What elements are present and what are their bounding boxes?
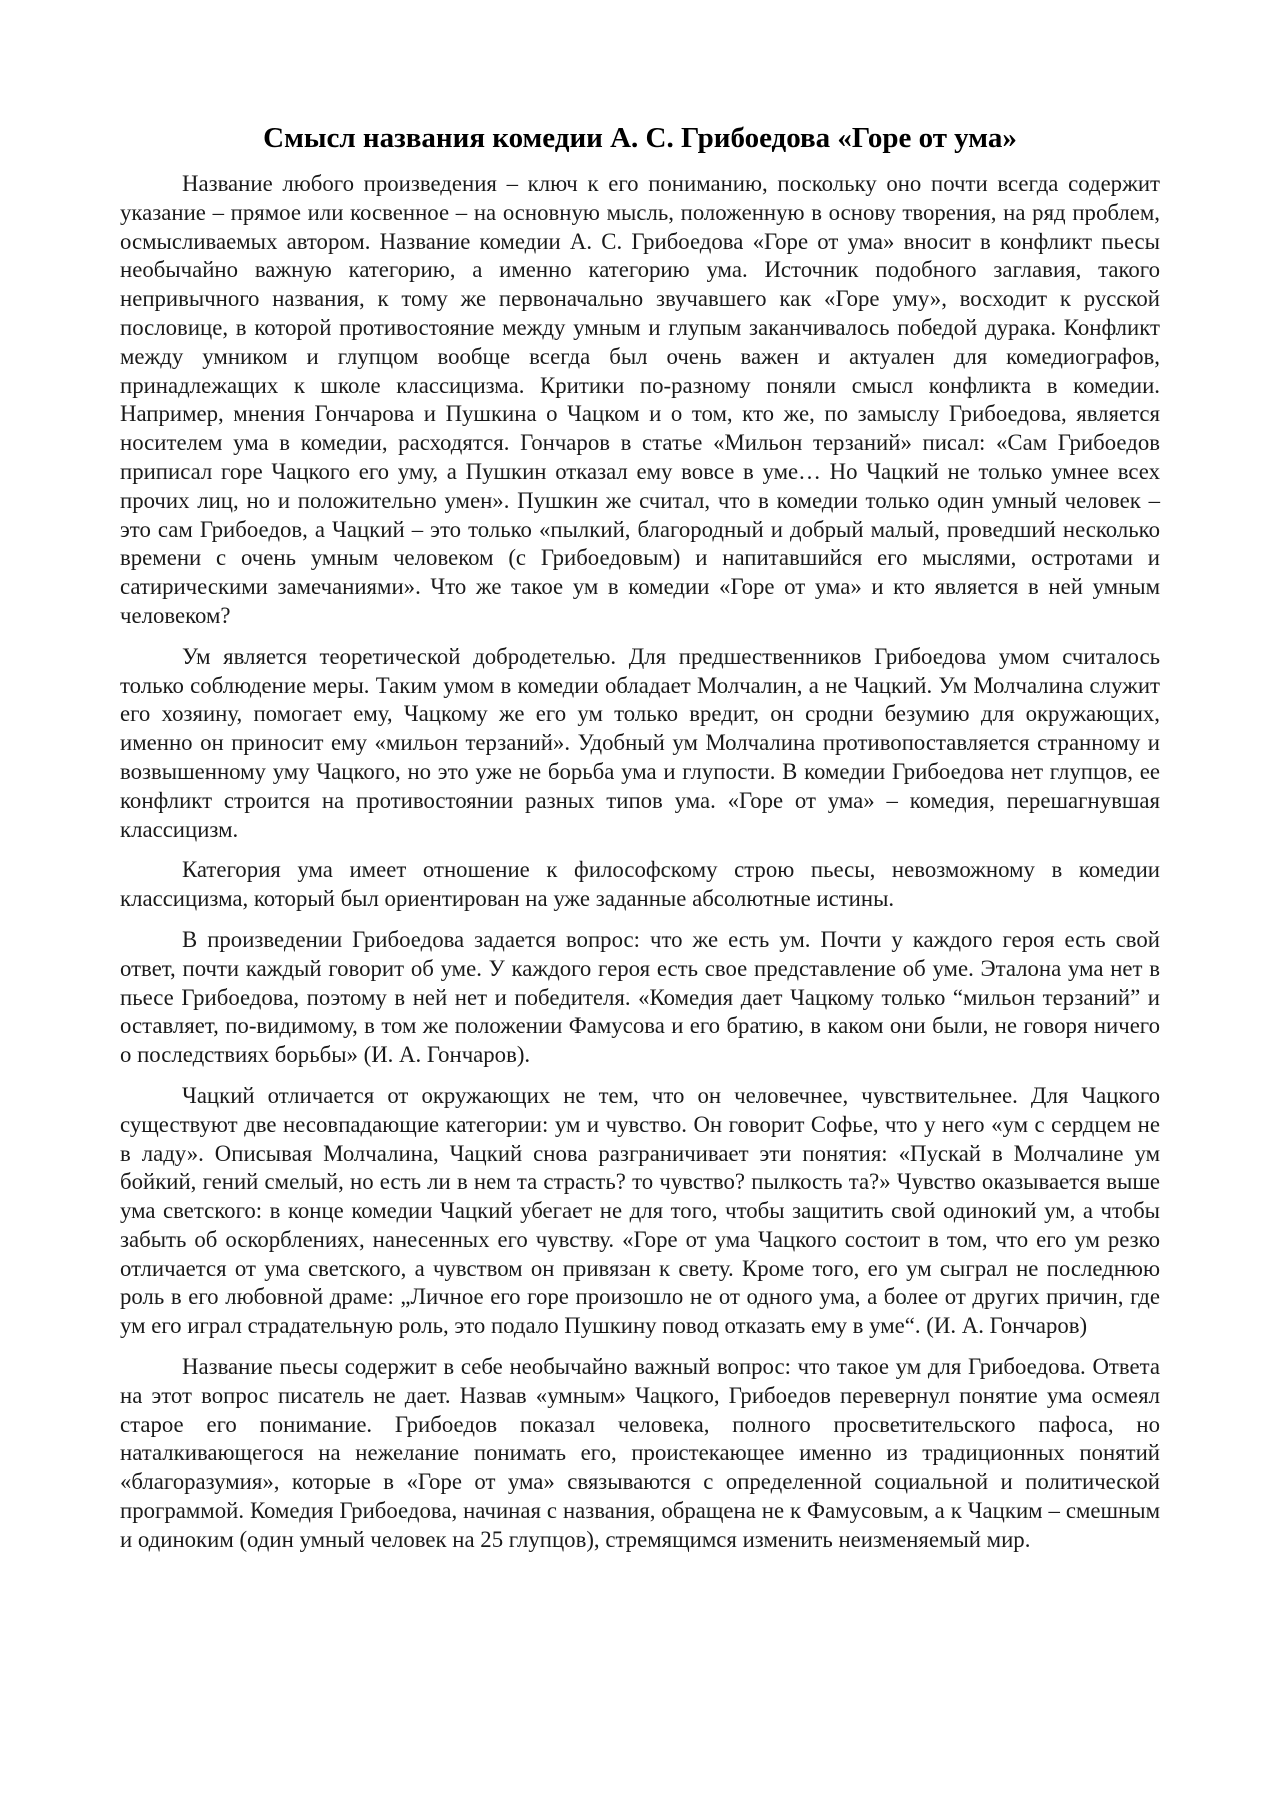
paragraph-1: Название любого произведения – ключ к его пониманию, поскольку оно почти всегда содержит указание – прямое или косвенное – на основную мысль, положенную в основу творения, на ряд проблем, осмысливаемых автором. Название комедии А. С. Грибоедова «Горе от ума» вносит в конфликт пьесы необычайно важную категорию, а именно категорию ума. Источник подобного заглавия, такого непривычного названия, к тому же первоначально звучавшего как «Горе уму», восходит к русской пословице, в которой противостояние между умным и глупым заканчивалось победой дурака. Конфликт между умником и глупцом вообще всегда был очень важен и актуален для комедиографов, принадлежащих к школе классицизма. Критики по-разному поняли смысл конфликта в комедии. Например, мнения Гончарова и Пушкина о Чацком и о том, кто же, по замыслу Грибоедова, является носителем ума в комедии, расходятся. Гончаров в статье «Мильон терзаний» писал: «Сам Грибоедов приписал горе Чацкого его уму, а Пушкин отказал ему вовсе в уме… Но Чацкий не только умнее всех прочих лиц, но и положительно умен». Пушкин же считал, что в комедии только один умный человек – это сам Грибоедов, а Чацкий – это только «пылкий, благородный и добрый малый, проведший несколько времени с очень умным человеком (с Грибоедовым) и напитавшийся его мыслями, остротами и сатирическими замечаниями». Что же такое ум в комедии «Горе от ума» и кто является в ней умным человеком?: [120, 171, 1160, 628]
paragraph-5: Чацкий отличается от окружающих не тем, что он человечнее, чувствительнее. Для Чацкого существуют две несовпадающие категории: ум и чувство. Он говорит Софье, что у него «ум с сердцем не в ладу». Описывая Молчалина, Чацкий снова разграничивает эти понятия: «Пускай в Молчалине ум бойкий, гений смелый, но есть ли в нем та страсть? то чувство? пылкость та?» Чувство оказывается выше ума светского: в конце комедии Чацкий убегает не для того, чтобы защитить свой одинокий ум, а чтобы забыть об оскорблениях, нанесенных его чувству. «Горе от ума Чацкого состоит в том, что его ум резко отличается от ума светского, а чувством он привязан к свету. Кроме того, его ум сыграл не последнюю роль в его любовной драме: „Личное его горе произошло не от одного ума, а более от других причин, где ум его играл страдательную роль, это подало Пушкину повод отказать ему в уме“. (И. А. Гончаров): [120, 1082, 1160, 1339]
paragraph-4: В произведении Грибоедова задается вопрос: что же есть ум. Почти у каждого героя есть свой ответ, почти каждый говорит об уме. У каждого героя есть свое представление об уме. Эталона ума нет в пьесе Грибоедова, поэтому в ней нет и победителя. «Комедия дает Чацкому только “мильон терзаний” и оставляет, по-видимому, в том же положении Фамусова и его братию, в каком они были, не говоря ничего о последствиях борьбы» (И. А. Гончаров).: [120, 926, 1160, 1068]
document-title: Смысл названия комедии А. С. Грибоедова «Горе от ума»: [263, 122, 1017, 154]
paragraph-2: Ум является теоретической добродетелью. Для предшественников Грибоедова умом считалось только соблюдение меры. Таким умом в комедии обладает Молчалин, а не Чацкий. Ум Молчалина служит его хозяину, помогает ему, Чацкому же его ум только вредит, он сродни безумию для окружающих, именно он приносит ему «мильон терзаний». Удобный ум Молчалина противопоставляется странному и возвышенному уму Чацкого, но это уже не борьба ума и глупости. В комедии Грибоедова нет глупцов, ее конфликт строится на противостоянии разных типов ума. «Горе от ума» – комедия, перешагнувшая классицизм.: [120, 643, 1160, 842]
paragraph-3: Категория ума имеет отношение к философскому строю пьесы, невозможному в комедии классицизма, который был ориентирован на уже заданные абсолютные истины.: [120, 857, 1160, 912]
document-page: [120, 118, 1160, 1567]
paragraph-6: Название пьесы содержит в себе необычайно важный вопрос: что такое ум для Грибоедова. Ответа на этот вопрос писатель не дает. Назвав «умным» Чацкого, Грибоедов перевернул понятие ума осмеял старое его понимание. Грибоедов показал человека, полного просветительского пафоса, но наталкивающегося на нежелание понимать его, проистекающее именно из традиционных понятий «благоразумия», которые в «Горе от ума» связываются с определенной социальной и политической программой. Комедия Грибоедова, начиная с названия, обращена не к Фамусовым, а к Чацким – смешным и одиноким (один умный человек на 25 глупцов), стремящимся изменить неизменяемый мир.: [120, 1354, 1160, 1552]
